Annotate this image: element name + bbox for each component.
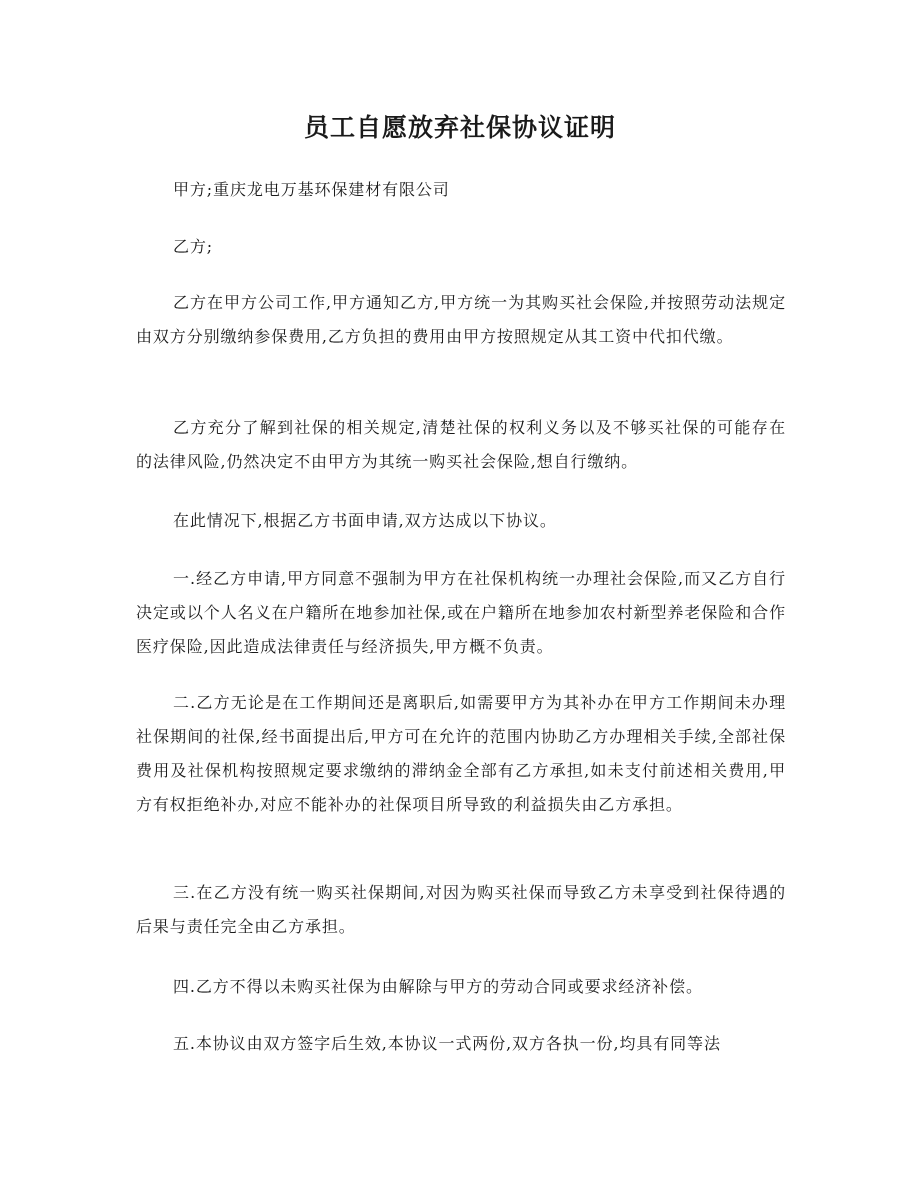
clause-3: 三.在乙方没有统一购买社保期间,对因为购买社保而导致乙方未享受到社保待遇的后果与责任完全由乙方承担。 <box>136 883 786 936</box>
clause-5: 五.本协议由双方签字后生效,本协议一式两份,双方各执一份,均具有同等法 <box>173 1034 721 1053</box>
paragraph-agreement-lead: 在此情况下,根据乙方书面申请,双方达成以下协议。 <box>173 511 557 530</box>
clause-4: 四.乙方不得以未购买社保为由解除与甲方的劳动合同或要求经济补偿。 <box>173 977 703 996</box>
party-b-line: 乙方; <box>173 237 214 256</box>
party-a-line: 甲方;重庆龙电万基环保建材有限公司 <box>173 180 450 199</box>
paragraph-intro: 乙方在甲方公司工作,甲方通知乙方,甲方统一为其购买社会保险,并按照劳动法规定由双方分别缴纳参保费用,乙方负担的费用由甲方按照规定从其工资中代扣代缴。 <box>136 293 786 346</box>
clause-1: 一.经乙方申请,甲方同意不强制为甲方在社保机构统一办理社会保险,而又乙方自行决定或以个人名义在户籍所在地参加社保,或在户籍所在地参加农村新型养老保险和合作医疗保险,因此造成法律责任与经济损失,甲方概不负责。 <box>136 569 786 656</box>
paragraph-understanding: 乙方充分了解到社保的相关规定,清楚社保的权利义务以及不够买社保的可能存在的法律风险,仍然决定不由甲方为其统一购买社会保险,想自行缴纳。 <box>136 418 786 471</box>
document-title: 员工自愿放弃社保协议证明 <box>303 113 616 142</box>
clause-2: 二.乙方无论是在工作期间还是离职后,如需要甲方为其补办在甲方工作期间未办理社保期间的社保,经书面提出后,甲方可在允许的范围内协助乙方办理相关手续,全部社保费用及社保机构按照规定要求缴纳的滞纳金全部有乙方承担,如未支付前述相关费用,甲方有权拒绝补办,对应不能补办的社保项目所导致的利益损失由乙方承担。 <box>136 693 786 814</box>
